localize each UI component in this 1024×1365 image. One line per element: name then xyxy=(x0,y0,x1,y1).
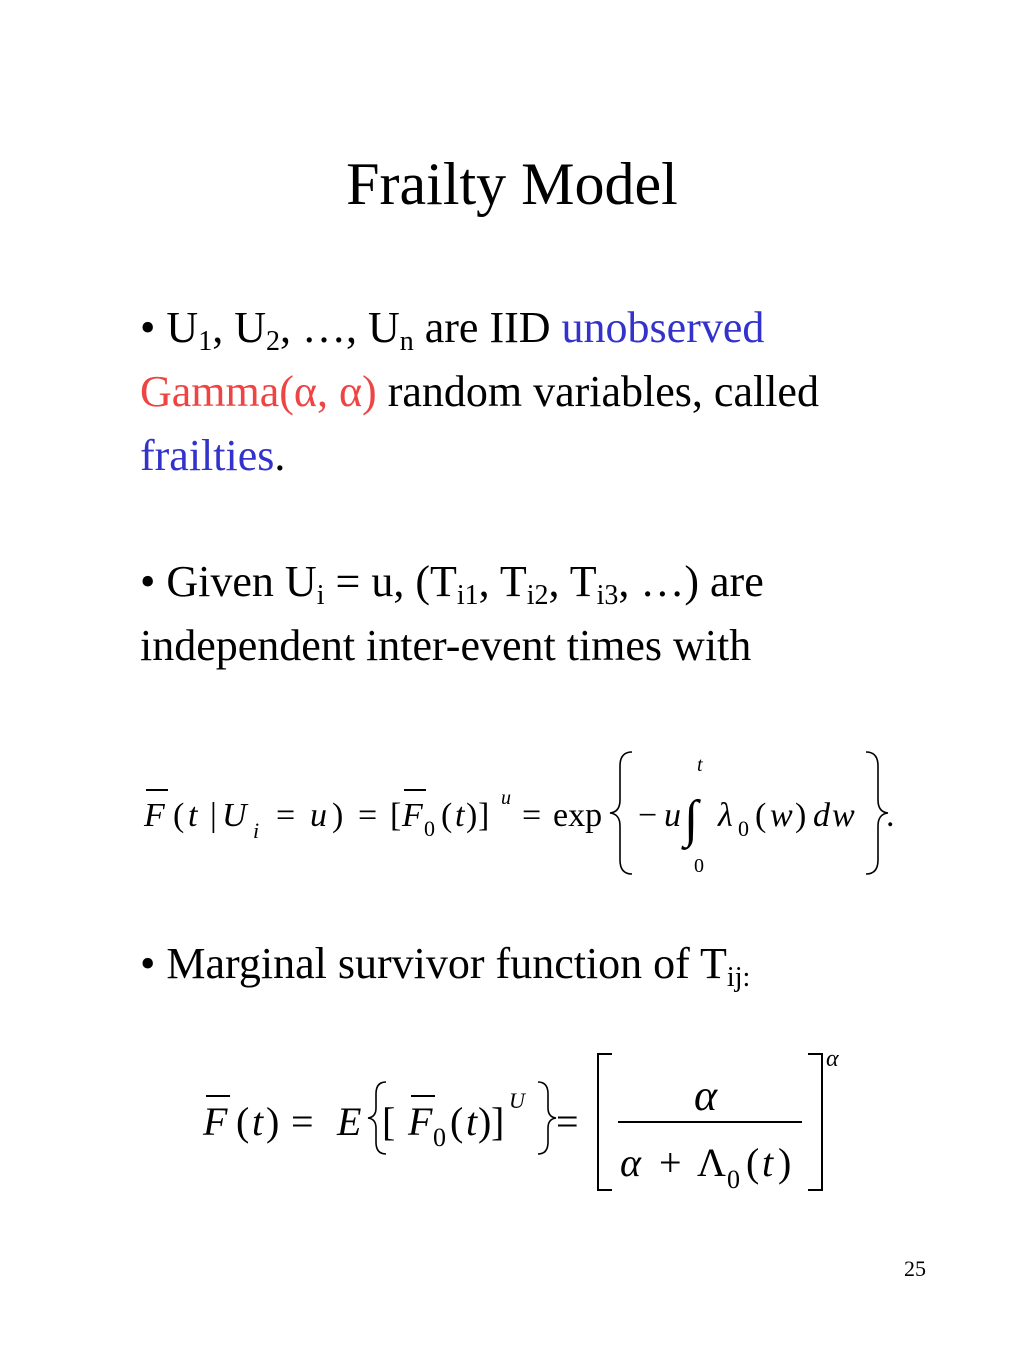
bullet-marker: • xyxy=(140,557,156,606)
svg-text:t: t xyxy=(455,797,465,834)
svg-text:α: α xyxy=(826,1046,839,1072)
page-number: 25 xyxy=(904,1256,926,1281)
svg-text:): ) xyxy=(266,1099,280,1144)
svg-text:w: w xyxy=(832,797,855,834)
highlight-unobserved: unobserved xyxy=(561,303,765,352)
svg-text:(: ( xyxy=(441,797,453,834)
svg-text:): ) xyxy=(778,1140,792,1185)
svg-text:d: d xyxy=(813,797,830,834)
eq1-F: F xyxy=(144,797,165,834)
svg-text:): ) xyxy=(795,797,807,834)
bullet-marker: • xyxy=(140,939,156,988)
bullet-frailties: • $U_1$, $U_2$, …, $U_n$ are IID unobserved Gamma(α, α) random variables, called frailties. xyxy=(140,303,819,480)
svg-text:0: 0 xyxy=(694,855,704,877)
bullet-conditional: • Given $U_i = u$, ($T_{i1}$, $T_{i2}$, $T_{i3}$, …) are independent inter-event times with xyxy=(140,557,764,670)
svg-text:(: ( xyxy=(755,797,767,834)
eq1-F0: F xyxy=(402,797,423,834)
left-bracket xyxy=(598,1054,612,1190)
svg-text:t: t xyxy=(697,754,703,776)
svg-text:(: ( xyxy=(746,1140,760,1185)
svg-text:0: 0 xyxy=(424,816,435,841)
svg-text:u: u xyxy=(310,797,327,834)
svg-text:0: 0 xyxy=(738,816,749,841)
svg-text:t: t xyxy=(762,1140,774,1185)
svg-text:=: = xyxy=(276,797,296,834)
svg-text:t: t xyxy=(188,797,198,834)
svg-text:α: α xyxy=(620,1140,641,1185)
svg-text:): ) xyxy=(478,1099,492,1144)
svg-text:(: ( xyxy=(173,797,185,834)
right-bracket xyxy=(808,1054,822,1190)
svg-text:F: F xyxy=(408,1099,433,1144)
svg-text:=: = xyxy=(358,797,378,834)
svg-text:u: u xyxy=(664,797,681,834)
svg-text:]: ] xyxy=(478,797,490,834)
eq2-right-brace xyxy=(538,1082,556,1154)
svg-text:+: + xyxy=(659,1140,682,1185)
svg-text:=: = xyxy=(556,1099,579,1144)
svg-text:]: ] xyxy=(491,1099,505,1144)
svg-text:t: t xyxy=(252,1099,264,1144)
highlight-gamma: Gamma(α, α) xyxy=(140,367,377,416)
highlight-frailties: frailties xyxy=(140,431,275,480)
svg-text:(: ( xyxy=(450,1099,464,1144)
svg-text:i: i xyxy=(253,818,260,843)
svg-text:): ) xyxy=(466,797,478,834)
svg-text:0: 0 xyxy=(727,1165,740,1194)
svg-text:U: U xyxy=(222,797,247,834)
svg-text:t: t xyxy=(466,1099,478,1144)
svg-text:0: 0 xyxy=(433,1123,446,1152)
svg-text:): ) xyxy=(332,797,344,834)
svg-text:[: [ xyxy=(390,797,402,834)
svg-text:u: u xyxy=(501,787,511,809)
svg-text:[: [ xyxy=(382,1099,396,1144)
svg-text:=: = xyxy=(291,1099,314,1144)
svg-text:exp: exp xyxy=(553,797,603,834)
svg-text:E: E xyxy=(337,1099,362,1144)
svg-text:λ: λ xyxy=(718,797,733,834)
bullet-marker: • xyxy=(140,303,156,352)
svg-text:−: − xyxy=(638,797,658,834)
slide-title: Frailty Model xyxy=(346,151,678,217)
svg-text:Λ: Λ xyxy=(697,1140,727,1185)
svg-text:.: . xyxy=(886,797,895,834)
svg-text:=: = xyxy=(522,797,542,834)
eq2-F: F xyxy=(203,1099,228,1144)
fraction-numerator: α xyxy=(694,1071,718,1120)
bullet-marginal: • Marginal survivor function of $T_{ij:}$ xyxy=(140,939,751,993)
svg-text:U: U xyxy=(509,1088,525,1113)
svg-text:(: ( xyxy=(236,1099,250,1144)
integral-sign: ∫ xyxy=(684,791,699,848)
svg-text:|: | xyxy=(210,797,217,834)
svg-text:w: w xyxy=(770,797,793,834)
